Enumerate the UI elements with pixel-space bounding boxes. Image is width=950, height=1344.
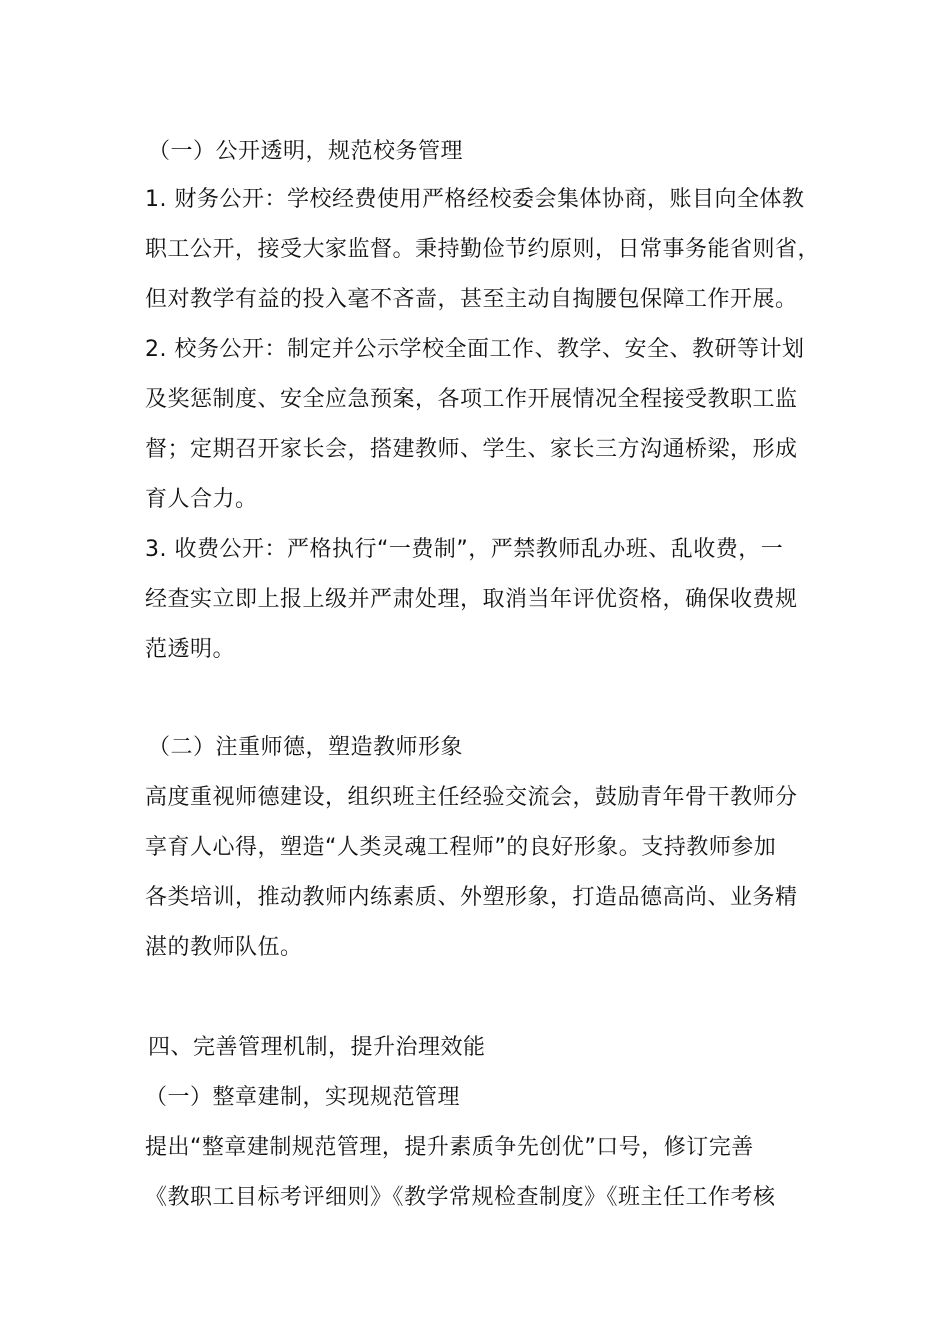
- paragraph-line: 经查实立即上报上级并严肃处理，取消当年评优资格，确保收费规: [145, 587, 798, 612]
- paragraph-line: 2. 校务公开：制定并公示学校全面工作、教学、安全、教研等计划: [145, 337, 805, 362]
- paragraph-line: 各类培训，推动教师内练素质、外塑形象，打造品德高尚、业务精: [145, 885, 798, 910]
- paragraph-line: 但对教学有益的投入毫不吝啬，甚至主动自掏腰包保障工作开展。: [145, 287, 798, 312]
- paragraph-line: 及奖惩制度、安全应急预案，各项工作开展情况全程接受教职工监: [145, 387, 798, 412]
- paragraph-line: 职工公开，接受大家监督。秉持勤俭节约原则，日常事务能省则省，: [145, 237, 821, 262]
- sub-heading-rules: （一）整章建制，实现规范管理: [145, 1085, 461, 1110]
- paragraph-line: 湛的教师队伍。: [145, 935, 303, 960]
- section-heading-transparency: （一）公开透明，规范校务管理: [148, 139, 464, 164]
- paragraph-line: 高度重视师德建设，组织班主任经验交流会，鼓励青年骨干教师分: [145, 785, 798, 810]
- paragraph-line: 督；定期召开家长会，搭建教师、学生、家长三方沟通桥梁，形成: [145, 437, 798, 462]
- section-heading-ethics: （二）注重师德，塑造教师形象: [148, 735, 464, 760]
- section-heading-management: 四、完善管理机制，提升治理效能: [148, 1035, 486, 1060]
- paragraph-line: 《教职工目标考评细则》《教学常规检查制度》《班主任工作考核: [145, 1185, 776, 1210]
- paragraph-line: 3. 收费公开：严格执行“一费制”，严禁教师乱办班、乱收费，一: [145, 537, 784, 562]
- paragraph-line: 享育人心得，塑造“人类灵魂工程师”的良好形象。支持教师参加: [145, 835, 777, 860]
- paragraph-line: 范透明。: [145, 637, 236, 662]
- paragraph-line: 1. 财务公开：学校经费使用严格经校委会集体协商，账目向全体教: [145, 187, 805, 212]
- paragraph-line: 育人合力。: [145, 487, 258, 512]
- paragraph-line: 提出“整章建制规范管理，提升素质争先创优”口号，修订完善: [145, 1135, 754, 1160]
